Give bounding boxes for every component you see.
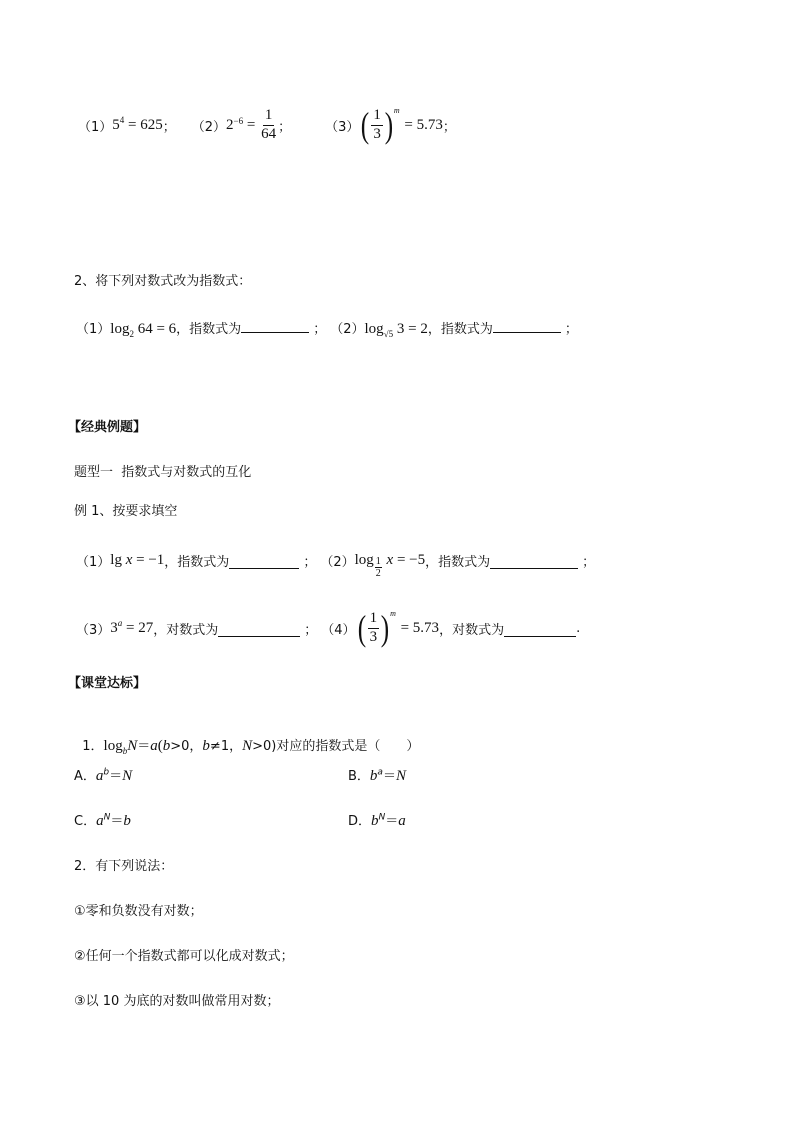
- ex1-item-2-separator: ；: [582, 554, 596, 570]
- option-a[interactable]: A．$a^b=N$: [74, 767, 133, 784]
- type-1-title: 题型一 指数式与对数式的互化: [74, 465, 252, 480]
- q2-item-2-answer-blank[interactable]: [493, 320, 561, 333]
- q2-item-1-label: （1）: [76, 322, 111, 337]
- q2-item-1-answer-blank[interactable]: [241, 320, 309, 333]
- fraction-1-64: $\frac{1}{64}$: [261, 106, 277, 142]
- question-2-title: 2、将下列对数式改为指数式：: [74, 274, 252, 289]
- item-2-expression: 2 $^{-6}$ = $\frac{1}{64}$: [226, 106, 277, 142]
- ex1-item-3-label: （3）: [76, 622, 111, 638]
- ex1-item-2-label: （2）: [320, 554, 355, 570]
- item-2-label: （2）: [191, 119, 227, 135]
- example-1-title: 例 1、按要求填空: [74, 504, 178, 519]
- item-1-separator: ；: [162, 119, 176, 135]
- ex1-item-2-answer-prompt: ，指数式为: [425, 554, 491, 570]
- ex1-item-4-answer-blank[interactable]: [504, 624, 576, 637]
- practice-question-1: 1．$\log_bN=a(b>0$，b≠1，N>0)对应的指数式是（ ）: [82, 738, 420, 756]
- statement-2: ②任何一个指数式都可以化成对数式；: [74, 949, 294, 964]
- ex1-item-4-label: （4）: [321, 622, 356, 638]
- q2-item-2-answer-prompt: ，指数式为: [427, 322, 493, 337]
- ex1-item-1-separator: ；: [303, 554, 317, 570]
- statement-3: ③以 10 为底的对数叫做常用对数；: [74, 994, 280, 1009]
- ex1-item-1-answer-blank[interactable]: [229, 556, 299, 569]
- section-heading-examples: 【经典例题】: [68, 420, 147, 435]
- ex1-item-4-answer-prompt: ，对数式为: [439, 622, 505, 638]
- exercise-row-1: [78, 105, 456, 145]
- q2-item-2-label: （2）: [330, 322, 365, 337]
- section-heading-practice: 【课堂达标】: [68, 676, 147, 691]
- practice-question-2: 2．有下列说法：: [74, 859, 174, 874]
- fraction-1-3: $\frac{1}{3}$: [373, 106, 381, 142]
- ex1-item-3-expression: $3^a = 27$: [110, 617, 154, 636]
- option-d[interactable]: D．$b^N=a$: [348, 812, 406, 829]
- ex1-item-3-answer-blank[interactable]: [218, 624, 300, 637]
- q2-item-1-separator: ；: [313, 322, 327, 337]
- ex1-item-3-separator: ；: [304, 622, 318, 638]
- q2-item-1-expression: $\log_2 64 = 6$: [110, 321, 177, 339]
- ex1-item-2-expression: log $\frac{1}{2}$ x = −5: [354, 551, 426, 579]
- ex1-item-1-answer-prompt: ，指数式为: [164, 554, 230, 570]
- q2-item-1-answer-prompt: ，指数式为: [176, 322, 242, 337]
- item-1-label: （1）: [78, 119, 113, 135]
- item-2-separator: ；: [278, 119, 292, 135]
- ex1-item-1-label: （1）: [76, 554, 111, 570]
- example-1-row-1: [76, 542, 595, 578]
- log-base-fraction: $\frac{1}{2}$: [375, 556, 381, 579]
- q2-item-2-separator: ；: [564, 322, 578, 337]
- q1-log: $\log_bN$: [103, 738, 138, 756]
- ex1-item-1-expression: lg x = −1: [110, 551, 165, 568]
- ex1-item-4-separator: .: [576, 620, 581, 636]
- statement-1: ①零和负数没有对数；: [74, 904, 203, 919]
- option-b[interactable]: B．$b^a=N$: [348, 767, 406, 784]
- ex1-item-4-expression: ( $\frac{1}{3}$ ) m = 5.73: [357, 608, 440, 648]
- ex1-item-2-answer-blank[interactable]: [490, 556, 578, 569]
- q2-item-2-expression: $\log_{√5} 3 = 2$: [364, 321, 428, 339]
- item-1-expression: $5^4 = 625$: [112, 114, 163, 133]
- ex1-item-3-answer-prompt: ，对数式为: [153, 622, 219, 638]
- option-c[interactable]: C．$a^N=b$: [74, 812, 131, 829]
- item-3-separator: ；: [442, 119, 456, 135]
- example-1-row-2: [76, 606, 580, 650]
- item-3-label: （3）: [325, 119, 360, 135]
- question-2-items: [76, 318, 578, 338]
- item-3-expression: ( $\frac{1}{3}$ ) m = 5.73: [361, 105, 443, 145]
- fraction-1-3-b: $\frac{1}{3}$: [369, 609, 378, 645]
